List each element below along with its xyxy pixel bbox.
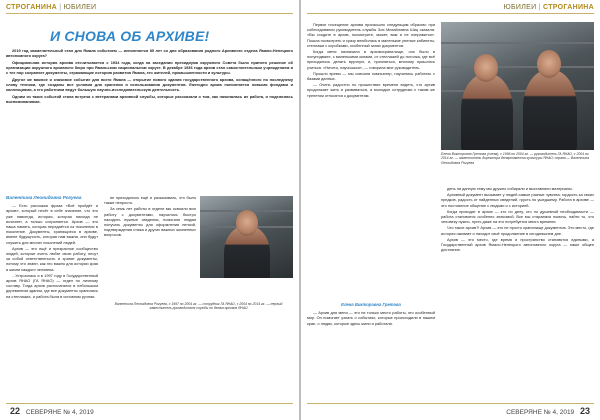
right-column-1 xyxy=(307,22,435,99)
right-page-header xyxy=(504,4,594,11)
portrait-photo xyxy=(200,196,293,278)
lead-paragraph: Официальная история архива отсчитывается с 1934 года, когда на заседании президиума окружного Совета было принято решение об организации окружного архивного бюро при Ямальском национальном округе. В декабре 1936 года архив стал самостоятельным учреждением и с тех пор сохраняет документы, отражающие историю развития Ямала, его жителей, промышленности и культуры. xyxy=(6,59,293,76)
lead-paragraph: 2019 год знаменательный стал для Ямала событием — исполняется 85 лет со дня образования родного Архивного отдела Ямало-Ненецкого автономного округа? xyxy=(6,48,293,59)
photo-caption: Валентина Леонидовна Рогуева, с 1997 по 2004 гг. — сотрудник ГА ЯНАО, с 2004 по 2014 гг. — первый заместитель руководителя службы по делам архивов ЯНАО xyxy=(114,302,283,311)
header-rule xyxy=(6,13,293,14)
body-paragraph: — Очень радостно по прошествии времени видеть, что архив продолжает жить и развиваться, а молодые сотрудники с таким же трепетом относятся к документам. xyxy=(307,82,435,98)
header-section: СТРОГАНИНА xyxy=(543,4,594,11)
left-page-header xyxy=(6,4,96,11)
body-paragraph: — Есть расхожая фраза «Всё пройдёт и архив», который несёт в себе значение, что это уже навсегда, история, которая никогда не исчезнет, а только сохраняется. Архив — это наша память, которая передаётся из поколения в поколение. Документы, хранящиеся в архиве, имеют будущность, которая нам важна, они будут служить для многих поколений людей. xyxy=(6,203,98,245)
right-column-1-lower xyxy=(307,300,435,327)
article-lead xyxy=(6,48,293,106)
left-column-2 xyxy=(104,195,196,239)
body-paragraph: Когда меня назначили в архивохранилище, оно было в полуподвале, с маленькими окнами, от стеллажей до потолка, где всё приходилось делать вручную, и, признаться, многому пришлось учиться. «Ничего, научишься», — говорила мне руководитель. xyxy=(307,49,435,70)
body-paragraph: Архивный документ вызывает у людей самые разные чувства: гордость за своих предков, радость от найденных сведений, грусть по ушедшему. Работа в архиве — это постоянное общение с людьми и с историей. xyxy=(441,192,594,208)
right-page xyxy=(301,0,600,420)
body-paragraph: Первое посещение архива произошло следующим образом: при собеседовании руководитель службы Зоя Михайловна Шиц сказала: «Вы сходите в архив, посмотрите, может, вам и не понравится». Пошла посмотреть и сразу влюбилась в маленькие уютные кабинеты, стеллажи с коробками, особенный запах документов. xyxy=(307,22,435,48)
body-paragraph: Что такое архив?! Архив — это не просто хранилище документов. Это место, где история оживает и находит своё продолжение в сегодняшнем дне. xyxy=(441,225,594,236)
magazine-issue: СЕВЕРЯНЕ № 4, 2019 xyxy=(25,409,94,416)
body-paragraph: Прошло время — мы освоили компьютер, научились работать с базами данных. xyxy=(307,70,435,82)
header-topic: ЮБИЛЕИ xyxy=(63,4,97,11)
page-number: 23 xyxy=(579,406,590,416)
left-column-1 xyxy=(6,195,98,300)
body-paragraph: Архив — это место, где время и пространство становятся едиными, а Государственный архив Ямало-Ненецкого автономного округа — наше общее достояние. xyxy=(441,236,594,253)
photo-caption: Елена Викторовна Гретова (слева), с 1996 по 2004 гг. — руководитель ГА ЯНАО, с 2004 по 2014 гг. — заместитель директора департамента культуры ЯНАО; справа — Валентина Леонидовна Рогуева xyxy=(441,152,590,165)
interviewee-heading: Валентина Леонидовна Рогуева xyxy=(6,195,82,200)
person-head xyxy=(236,210,258,236)
header-topic: ЮБИЛЕИ xyxy=(503,4,537,11)
body-paragraph: Архив — это ещё и прекрасное сообщество людей, которые очень любят свою работу, несут за собой ответственность и хранят документы, потому что знают, как это важно для истории края и жизни каждого человека. xyxy=(6,245,98,272)
page-number: 22 xyxy=(10,406,21,416)
header-divider: | xyxy=(59,4,62,11)
body-paragraph: день на данную тему мы дружно собирали и выставляли материалы. xyxy=(447,186,573,191)
body-paragraph: — Архив для меня — это не только место работы, это особенный мир. Он помогает узнать о событиях, которые происходили в нашем крае, о людях, которые здесь жили и работали. xyxy=(307,310,435,326)
header-rule xyxy=(307,13,594,14)
right-column-2 xyxy=(441,186,594,253)
body-paragraph: За семь лет работы в отделе мы освоили всю работу с документами, научились быстро находить нужные сведения, помогали людям получать документы для оформления пенсий, подтверждения стажа и других важных жизненных вопросов. xyxy=(104,206,196,238)
group-photo xyxy=(441,22,594,150)
article-title: И СНОВА ОБ АРХИВЕ! xyxy=(50,28,210,44)
body-paragraph: не приходилось ещё и разыскивать, что было также непросто. xyxy=(104,195,196,206)
right-page-footer xyxy=(506,406,594,416)
footer-rule xyxy=(6,403,293,404)
header-section: СТРОГАНИНА xyxy=(6,4,57,11)
background-shelf xyxy=(441,66,594,68)
body-paragraph: Когда приходят в архив — кто по делу, кто по душевной необходимости — работа становится особенно значимой. Все мы стараемся помочь, найти то, что человеку нужно, пусть даже на это потребуется много времени. xyxy=(441,208,594,225)
person-head xyxy=(474,54,498,82)
person-figure xyxy=(523,70,577,150)
lead-paragraph: Одним из таких событий стала встреча с ветеранами архивной службы, которые рассказали о том, как начиналась их работа, и поделились воспоминаниями. xyxy=(6,94,293,105)
person-head xyxy=(537,50,561,78)
footer-rule xyxy=(307,403,594,404)
background-shelf xyxy=(441,42,594,44)
magazine-issue: СЕВЕРЯНЕ № 4, 2019 xyxy=(506,409,575,416)
header-divider: | xyxy=(538,4,541,11)
lead-paragraph: Другое же важное и значимое событие для всего Ямала — открытие нового здания государственного архива, оснащённого по последнему слову техники, где созданы все условия для хранения и использования документов. Ежегодно архив пополняется новыми фондами и коллекциями, а его работники ведут большую научно-исследовательскую деятельность. xyxy=(6,77,293,93)
interviewee-heading: Елена Викторовна Гретова xyxy=(341,302,401,307)
left-page-footer xyxy=(6,406,94,416)
left-page xyxy=(0,0,299,420)
body-paragraph: ...Устроилась я в 1997 году в Государственный архив ЯНАО (ГА ЯНАО) — отдел по личному составу. Тогда архив располагался в небольшом деревянном здании, где все документы хранились на стеллажах, и работа была в основном ручная. xyxy=(6,272,98,299)
person-figure xyxy=(461,74,513,150)
